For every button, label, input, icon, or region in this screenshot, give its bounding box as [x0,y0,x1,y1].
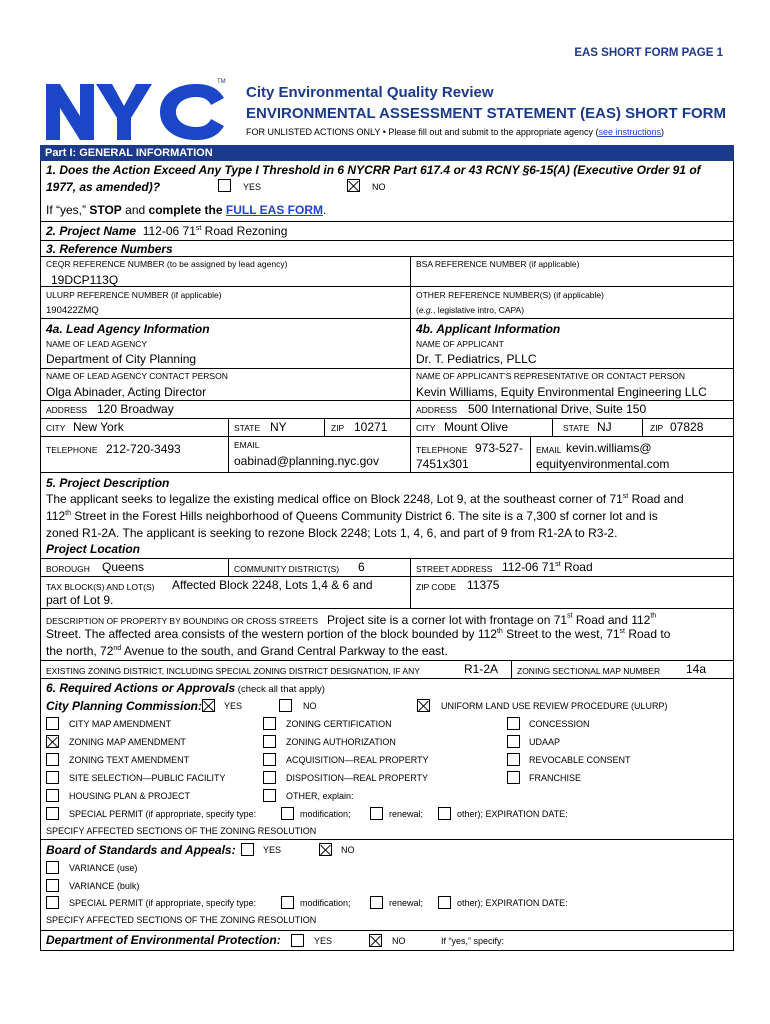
divider [410,437,411,472]
divider [530,437,531,472]
applicant-state-label: STATE [563,423,590,433]
bsa-no-checkbox[interactable] [319,843,332,856]
ceqr-label: CEQR REFERENCE NUMBER (to be assigned by lead agency) [46,259,288,269]
applicant-address-value[interactable]: 500 International Drive, Suite 150 [468,402,647,416]
and-text: and [121,203,149,217]
bound-text: Street. The affected area consists of the western portion of the block bounded by 112 [46,627,497,641]
franchise-label: FRANCHISE [529,773,582,783]
bound-line2[interactable] [46,627,670,641]
applicant-state-value[interactable]: NJ [597,420,612,434]
zoning-certification-label: ZONING CERTIFICATION [286,719,392,729]
zoning-map-label: ZONING SECTIONAL MAP NUMBER [517,666,661,676]
acquisition-label: ACQUISITION—REAL PROPERTY [286,755,429,765]
bsa-other-label: other); EXPIRATION DATE: [457,898,568,908]
q1-if-yes-note [46,203,326,217]
eas-form [40,145,734,951]
udaap-checkbox[interactable] [507,735,520,748]
bound-text: Project site is a corner lot with frontage on 71 [326,613,568,627]
complete-text: complete the [148,203,226,217]
ceqr-value[interactable]: 19DCP113Q [51,273,119,287]
divider [228,419,229,436]
bsa-label: Board of Standards and Appeals: [46,843,236,857]
zip-code-value[interactable]: 11375 [467,578,500,592]
cpc-specify-sections: SPECIFY AFFECTED SECTIONS OF THE ZONING RESOLUTION [46,826,317,836]
site-selection-checkbox[interactable] [46,771,59,784]
q6-heading [46,681,325,695]
street-sup: st [555,561,561,568]
bound-text: Street to the west, 71 [502,627,620,641]
lead-city-value[interactable]: New York [73,420,124,434]
desc-line2[interactable] [46,509,658,523]
acquisition-checkbox[interactable] [263,753,276,766]
applicant-email-value-2[interactable]: equityenvironmental.com [536,457,670,471]
bsa-special-permit-label: SPECIAL PERMIT (if appropriate, specify type: [69,898,257,908]
lead-state-label: STATE [234,423,261,433]
cpc-modification-checkbox[interactable] [281,807,294,820]
see-instructions-link[interactable]: see instructions [598,127,661,137]
q3-header-row [40,240,734,256]
community-district-value[interactable]: 6 [358,560,365,574]
cpc-yes-checkbox[interactable] [202,699,215,712]
lead-zip-label: ZIP [331,423,345,433]
city-map-amendment-checkbox[interactable] [46,717,59,730]
zoning-row [40,660,734,678]
bound-sup: nd [113,645,122,652]
housing-plan-checkbox[interactable] [46,789,59,802]
q1-line2: 1977, as amended)? [46,180,161,194]
bsa-other-checkbox[interactable] [438,896,451,909]
q6-label: 6. Required Actions or Approvals [46,681,236,695]
other-explain-label: OTHER, explain: [286,791,354,801]
applicant-city-value[interactable]: Mount Olive [444,420,509,434]
bsa-yes-label: YES [263,845,282,855]
page-label: EAS SHORT FORM PAGE 1 [574,47,723,59]
bsa-modification-label: modification; [300,898,351,908]
dep-yes-checkbox[interactable] [291,934,304,947]
lead-address-value[interactable]: 120 Broadway [97,402,174,416]
applicant-zip-label: ZIP [650,423,664,433]
cpc-renewal-label: renewal; [389,809,424,819]
q3-label: 3. Reference Numbers [46,242,173,256]
lead-address-label: ADDRESS [46,405,88,415]
form-subtitle: ENVIRONMENTAL ASSESSMENT STATEMENT (EAS) SHORT FORM [246,105,727,122]
dep-if-yes-specify: If “yes,” specify: [441,936,505,946]
lead-city-label: CITY [46,423,66,433]
q5-description-block [40,472,734,542]
divider [410,559,411,576]
q1-yes-label: YES [243,182,262,192]
zoning-map-value[interactable]: 14a [686,662,707,676]
bsa-modification-checkbox[interactable] [281,896,294,909]
q2-row [40,221,734,240]
divider [228,559,229,576]
desc-text: The applicant seeks to legalize the existing medical office on Block 2248, Lot 9, at the southeast corner of 71 [46,492,623,506]
bound-text: Road and 112 [572,613,651,627]
site-selection-label: SITE SELECTION—PUBLIC FACILITY [69,773,226,783]
variance-bulk-label: VARIANCE (bulk) [69,881,140,891]
desc-text: 112 [46,509,66,523]
ulurp-label: ULURP REFERENCE NUMBER (if applicable) [46,290,222,300]
bsa-yes-checkbox[interactable] [241,843,254,856]
divider [410,401,411,418]
ulurp-label: UNIFORM LAND USE REVIEW PROCEDURE (ULURP) [441,701,668,711]
dep-yes-label: YES [314,936,333,946]
zoning-map-amendment-checkbox[interactable] [46,735,59,748]
divider [41,839,733,840]
hint-open: ( [416,305,419,315]
lead-email-label: EMAIL [234,440,260,450]
q4-row2 [40,368,734,400]
borough-value[interactable]: Queens [102,560,145,574]
cpc-other-checkbox[interactable] [438,807,451,820]
lead-contact-label: NAME OF LEAD AGENCY CONTACT PERSON [46,371,228,381]
project-name-field [46,224,287,238]
bsa-renewal-checkbox[interactable] [370,896,383,909]
q3-row2 [40,286,734,318]
ulurp-checkbox[interactable] [417,699,430,712]
tax-block-label: TAX BLOCK(S) AND LOT(S) [46,582,155,592]
bound-line3[interactable] [46,644,448,658]
zoning-authorization-label: ZONING AUTHORIZATION [286,737,396,747]
udaap-label: UDAAP [529,737,561,747]
bound-sup: st [619,628,625,635]
project-name-end: Road Rezoning [201,224,288,238]
q1-no-label: NO [372,182,386,192]
trademark-mark: TM [217,79,226,85]
dep-no-checkbox[interactable] [369,934,382,947]
borough-label: BOROUGH [46,564,90,574]
cpc-no-checkbox[interactable] [279,699,292,712]
zip-code-label: ZIP CODE [416,582,456,592]
applicant-tel-value-1[interactable]: 973-527- [475,441,524,455]
q1-no-checkbox[interactable] [347,179,360,192]
bound-sup: th [650,612,657,620]
divider [410,287,411,318]
divider [642,419,643,436]
applicant-city-label: CITY [416,423,436,433]
bounding-streets-block [40,608,734,660]
divider [324,419,325,436]
q6-block [40,678,734,931]
zoning-authorization-checkbox[interactable] [263,735,276,748]
full-eas-form-link[interactable]: FULL EAS FORM [225,203,323,217]
revocable-consent-label: REVOCABLE CONSENT [529,755,631,765]
street-text: Road [560,560,593,574]
q5-label: 5. Project Description [46,476,170,490]
divider [228,437,229,472]
instructions-close: ) [661,127,664,137]
lead-agency-name-label: NAME OF LEAD AGENCY [46,339,148,349]
concession-checkbox[interactable] [507,717,520,730]
stop-text: STOP [89,203,122,217]
bound-text: Avenue to the south, and Grand Central Parkway to the east. [121,644,448,658]
location-row1 [40,558,734,576]
divider [511,661,512,678]
desc-text: Street in the Forest Hills neighborhood of Queens Community District 6. The site is a 7,300 sf corner lot and is [70,509,658,523]
form-title: City Environmental Quality Review [246,84,494,101]
bounding-label: DESCRIPTION OF PROPERTY BY BOUNDING OR CROSS STREETS [46,616,319,626]
bound-text: the north, 72 [46,644,114,658]
bound-text: Road to [625,627,671,641]
lead-tel-label: TELEPHONE [46,445,98,455]
applicant-rep-label: NAME OF APPLICANT’S REPRESENTATIVE OR CONTACT PERSON [416,371,686,381]
community-district-label: COMMUNITY DISTRICT(S) [234,564,340,574]
street-address-value[interactable] [502,560,593,574]
zoning-map-amendment-label: ZONING MAP AMENDMENT [69,737,186,747]
if-yes-text: If “yes,” [46,203,90,217]
applicant-email-label: EMAIL [536,445,562,455]
applicant-email-value-1[interactable]: kevin.williams@ [566,441,652,455]
bsa-specify-sections: SPECIFY AFFECTED SECTIONS OF THE ZONING RESOLUTION [46,915,317,925]
lead-contact-value[interactable]: Olga Abinader, Acting Director [46,385,207,399]
bsa-no-label: NO [341,845,355,855]
project-name-sup: st [195,225,202,232]
desc-sup: th [65,510,71,517]
disposition-label: DISPOSITION—REAL PROPERTY [286,773,429,783]
dep-label: Department of Environmental Protection: [46,933,281,947]
bsa-ref-label: BSA REFERENCE NUMBER (if applicable) [416,259,580,269]
desc-line1[interactable] [46,492,684,506]
ulurp-value[interactable]: 190422ZMQ [46,305,99,316]
location-row2 [40,576,734,608]
period-text: . [322,203,327,217]
other-ref-label: OTHER REFERENCE NUMBER(S) (if applicable) [416,290,604,300]
project-name-value: 112-06 71 [142,224,196,238]
divider [552,419,553,436]
hint-eg: e.g. [418,305,434,315]
q4-row4 [40,418,734,436]
variance-use-label: VARIANCE (use) [69,863,138,873]
variance-use-checkbox[interactable] [46,861,59,874]
form-instructions [246,127,664,137]
project-location-row [40,542,734,558]
q1-line1: 1. Does the Action Exceed Any Type I Threshold in 6 NYCRR Part 617.4 or 43 RCNY §6-15(A) (Executive Order 91 of [46,163,701,177]
divider [410,319,411,368]
lead-state-value[interactable]: NY [270,420,287,434]
zoning-certification-checkbox[interactable] [263,717,276,730]
lead-zip-value[interactable]: 10271 [354,420,388,434]
instructions-text: FOR UNLISTED ACTIONS ONLY • Please fill out and submit to the appropriate agency ( [246,127,599,137]
cpc-renewal-checkbox[interactable] [370,807,383,820]
q6-note: (check all that apply) [235,684,325,695]
q4-row1 [40,318,734,368]
concession-label: CONCESSION [529,719,590,729]
franchise-checkbox[interactable] [507,771,520,784]
street-address-label: STREET ADDRESS [416,564,493,574]
q2-label: 2. Project Name [46,224,137,238]
applicant-name-value[interactable]: Dr. T. Pediatrics, PLLC [416,352,537,366]
lead-agency-name-value[interactable]: Department of City Planning [46,352,197,366]
city-map-amendment-label: CITY MAP AMENDMENT [69,719,172,729]
bound-sup: st [567,612,573,620]
nyc-logo [46,82,230,142]
applicant-zip-value[interactable]: 07828 [670,420,704,434]
tax-block-value-2[interactable]: part of Lot 9. [46,593,114,607]
cpc-yes-label: YES [224,701,243,711]
hint-rest: , legislative intro, CAPA) [433,305,525,315]
applicant-tel-label: TELEPHONE [416,445,468,455]
part1-header: Part I: GENERAL INFORMATION [40,145,734,161]
applicant-name-label: NAME OF APPLICANT [416,339,504,349]
zoning-text-amendment-label: ZONING TEXT AMENDMENT [69,755,190,765]
cpc-no-label: NO [303,701,317,711]
variance-bulk-checkbox[interactable] [46,879,59,892]
cpc-other-label: other); EXPIRATION DATE: [457,809,568,819]
q1-yes-checkbox[interactable] [218,179,231,192]
desc-text: Road and [628,492,684,506]
cpc-label: City Planning Commission: [46,699,203,713]
dep-no-label: NO [392,936,406,946]
zoning-text-amendment-checkbox[interactable] [46,753,59,766]
lead-email-value[interactable]: oabinad@planning.nyc.gov [234,454,379,468]
dep-row [40,931,734,951]
applicant-rep-value[interactable]: Kevin Williams, Equity Environmental Engineering LLC [416,385,707,399]
other-ref-hint [416,305,524,315]
housing-plan-label: HOUSING PLAN & PROJECT [69,791,191,801]
applicant-address-label: ADDRESS [416,405,458,415]
q4-row5 [40,436,734,472]
desc-line3[interactable]: zoned R1-2A. The applicant is seeking to rezone Block 2248; Lots 1, 4, 6, and part of 9 from R1-2A to R3-2. [46,526,618,540]
bound-sup: th [496,628,503,635]
applicant-tel-value-2[interactable]: 7451x301 [416,457,469,471]
disposition-checkbox[interactable] [263,771,276,784]
divider [410,369,411,400]
tax-block-value-1[interactable]: Affected Block 2248, Lots 1,4 & 6 and [172,578,373,592]
revocable-consent-checkbox[interactable] [507,753,520,766]
q4-row3 [40,400,734,418]
bsa-renewal-label: renewal; [389,898,424,908]
project-location-label: Project Location [46,542,141,556]
cpc-special-permit-checkbox[interactable] [46,807,59,820]
existing-zoning-value[interactable]: R1-2A [464,662,499,676]
cpc-modification-label: modification; [300,809,351,819]
divider [410,257,411,286]
q4b-label: 4b. Applicant Information [416,322,561,336]
existing-zoning-label: EXISTING ZONING DISTRICT, INCLUDING SPECIAL ZONING DISTRICT DESIGNATION, IF ANY [46,666,420,676]
other-explain-checkbox[interactable] [263,789,276,802]
street-text: 112-06 71 [502,560,556,574]
desc-sup: st [622,493,629,500]
q3-row1 [40,256,734,286]
divider [410,577,411,608]
lead-tel-value[interactable]: 212-720-3493 [106,442,181,456]
bsa-special-permit-checkbox[interactable] [46,896,59,909]
q4a-label: 4a. Lead Agency Information [46,322,210,336]
q1-block [40,161,734,221]
cpc-special-permit-label: SPECIAL PERMIT (if appropriate, specify type: [69,809,257,819]
divider [410,419,411,436]
